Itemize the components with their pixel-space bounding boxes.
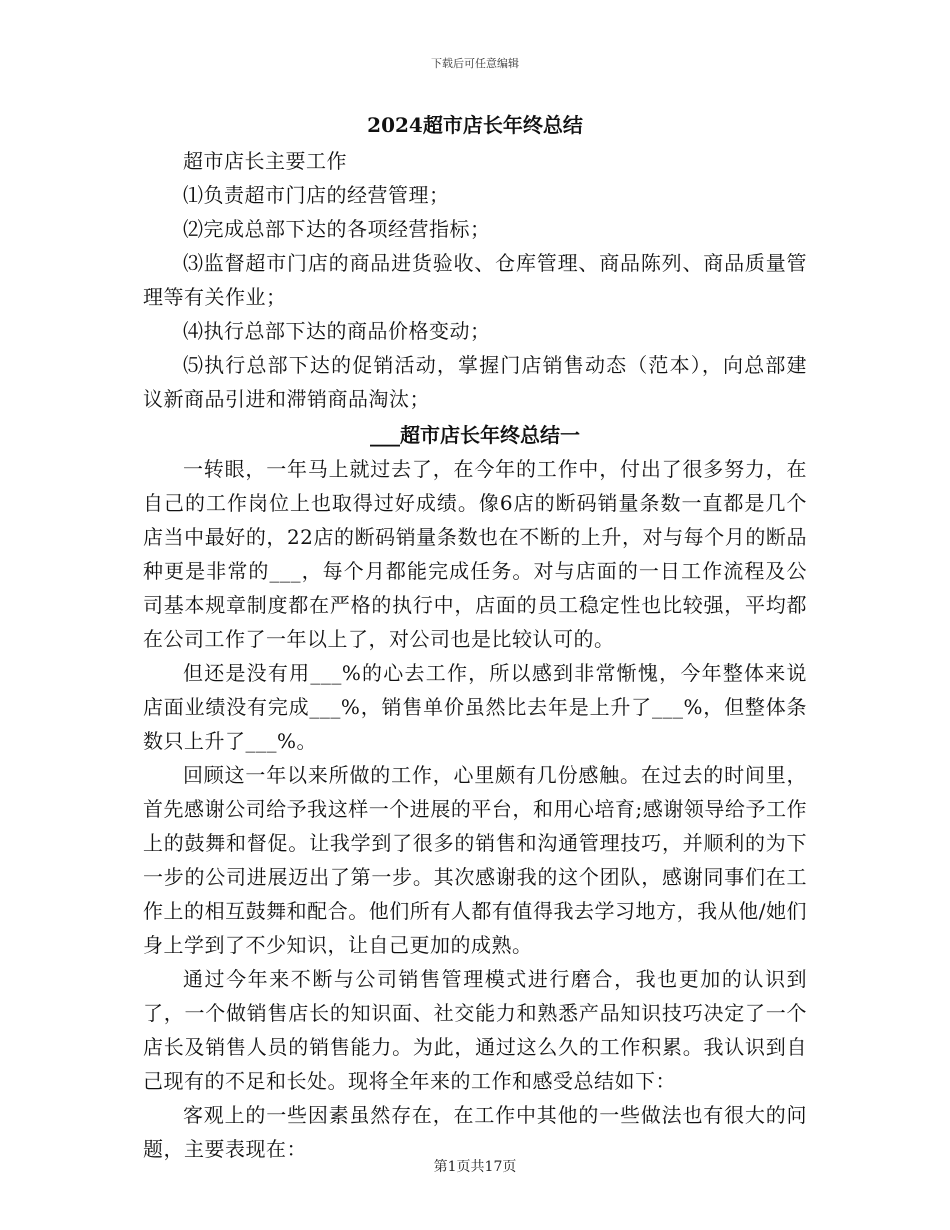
intro-paragraph: ⑴负责超市门店的经营管理； <box>183 183 450 207</box>
page-number: 第1页共17页 <box>433 1159 517 1175</box>
intro-paragraph: ⑵完成总部下达的各项经营指标； <box>183 217 491 241</box>
body-paragraph: 客观上的一些因素虽然存在，在工作中其他的一些做法也有很大的问题，主要表现在： <box>143 1103 807 1161</box>
body-paragraph: 回顾这一年以来所做的工作，心里颇有几份感触。在过去的时间里，首先感谢公司给予我这样一个进展的平台，和用心培育;感谢领导给予工作上的鼓舞和督促。让我学到了很多的销售和沟通管理技巧，并顺利的为下一步的公司进展迈出了第一步。其次感谢我的这个团队，感谢同事们在工作上的相互鼓舞和配合。他们所有人都有值得我去学习地方，我从他/她们身上学到了不少知识，让自己更加的成熟。 <box>143 763 807 957</box>
intro-paragraph: ⑶监督超市门店的商品进货验收、仓库管理、商品陈列、商品质量管理等有关作业； <box>143 251 807 309</box>
document-title: 2024超市店长年终总结 <box>367 113 583 137</box>
document-content <box>143 108 807 1166</box>
header-note: 下载后可任意编辑 <box>431 57 519 70</box>
body-paragraph: 通过今年来不断与公司销售管理模式进行磨合，我也更加的认识到了，一个做销售店长的知识面、社交能力和熟悉产品知识技巧决定了一个店长及销售人员的销售能力。为此，通过这么久的工作积累。我认识到自己现有的不足和长处。现将全年来的工作和感受总结如下： <box>143 967 807 1093</box>
body-paragraph: 但还是没有用___%的心去工作，所以感到非常惭愧，今年整体来说店面业绩没有完成___%，销售单价虽然比去年是上升了___%，但整体条数只上升了___%。 <box>143 661 807 753</box>
intro-paragraph: ⑷执行总部下达的商品价格变动； <box>183 319 491 343</box>
intro-paragraph: 超市店长主要工作 <box>183 149 347 173</box>
section-title: ___超市店长年终总结一 <box>370 423 580 447</box>
intro-paragraph: ⑸执行总部下达的促销活动，掌握门店销售动态（范本），向总部建议新商品引进和滞销商品淘汰； <box>143 353 807 411</box>
body-paragraph: 一转眼，一年马上就过去了，在今年的工作中，付出了很多努力，在自己的工作岗位上也取得过好成绩。像6店的断码销量条数一直都是几个店当中最好的，22店的断码销量条数也在不断的上升，对与每个月的断品种更是非常的___，每个月都能完成任务。对与店面的一日工作流程及公司基本规章制度都在严格的执行中，店面的员工稳定性也比较强，平均都在公司工作了一年以上了，对公司也是比较认可的。 <box>143 457 807 651</box>
